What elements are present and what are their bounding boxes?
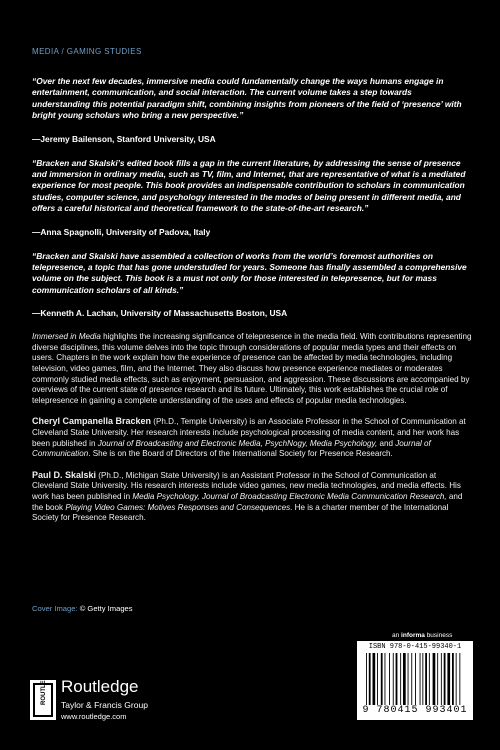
barcode-box bbox=[357, 641, 473, 720]
barcode-bar bbox=[381, 653, 383, 705]
informa-brand: informa bbox=[401, 632, 425, 639]
logo-mark-text: ROUTLEDGE bbox=[41, 667, 47, 705]
barcode-bar bbox=[459, 653, 460, 705]
barcode-bar bbox=[425, 653, 427, 705]
barcode-bar bbox=[393, 653, 394, 705]
barcode-bar bbox=[437, 653, 438, 705]
barcode-bar bbox=[422, 653, 423, 705]
bio-2-text-3: . He is a charter member of the International Society for Presence Research. bbox=[32, 502, 449, 523]
barcode-bar bbox=[377, 653, 378, 705]
barcode-bar bbox=[396, 653, 398, 705]
quote-1-attribution: —Jeremy Bailenson, Stanford University, USA bbox=[32, 133, 216, 144]
isbn-text: ISBN 978-0-415-99340-1 bbox=[368, 643, 462, 651]
barcode-bar bbox=[444, 653, 446, 705]
bio-1 bbox=[32, 416, 472, 459]
barcode-bar bbox=[411, 653, 412, 705]
publisher-logo bbox=[30, 667, 230, 727]
quote-2: “Bracken and Skalski’s edited book fills a gap in the current literature, by addressing the sense of presence and immersion in ordinary media, such as TV, film, and Internet, that are representative of what is a mediated experience for most people. This book provides an indispensable contribution to scholars in communication studies, computer science, and psychology interested in the modes of being present in different media, and offers a careful historical and theoretical framework to the state-of-the-art research.” bbox=[32, 157, 466, 214]
barcode-bar bbox=[433, 653, 436, 705]
bio-1-text-3: . She is on the Board of Directors of the International Society for Presence Research. bbox=[88, 449, 393, 459]
main-content bbox=[32, 76, 472, 534]
quote-3-attribution: —Kenneth A. Lachan, University of Massachusetts Boston, USA bbox=[32, 308, 288, 319]
barcode-bar bbox=[420, 653, 421, 705]
book-description bbox=[32, 332, 472, 406]
barcode-bar bbox=[456, 653, 457, 705]
bio-1-journals: Journal of Broadcasting and Electronic Media, PsychNogy, Media Psychology, bbox=[97, 438, 378, 448]
category-label: MEDIA / GAMING STUDIES bbox=[32, 47, 142, 56]
publisher-url: www.routledge.com bbox=[61, 712, 127, 721]
barcode-bar bbox=[389, 653, 390, 705]
cover-credit-label: Cover Image: bbox=[32, 604, 78, 613]
barcode-bar bbox=[373, 653, 376, 705]
publisher-name: Routledge bbox=[61, 677, 139, 696]
barcode-bar bbox=[408, 653, 409, 705]
barcode-bar bbox=[441, 653, 442, 705]
bio-1-text-2: and bbox=[377, 438, 396, 448]
informa-prefix: an bbox=[392, 632, 402, 639]
cover-credit-value: © Getty Images bbox=[77, 604, 133, 613]
informa-tagline bbox=[392, 632, 452, 639]
barcode-bar bbox=[366, 653, 367, 705]
quote-1: “Over the next few decades, immersive media could fundamentally change the ways humans engage in entertainment, communication, and social interaction. The current volume takes a step towards understanding this potential paradigm shift, combining insights from pioneers of the field of ‘presence’ with bright young scholars who bring a new perspective.” bbox=[32, 76, 462, 121]
barcode-bar bbox=[429, 653, 430, 705]
quote-2-attribution: —Anna Spagnolli, University of Padova, Italy bbox=[32, 226, 211, 237]
barcode-digits: 9 780415 993401 bbox=[362, 705, 468, 716]
bio-1-journal: Journal of Communication bbox=[32, 438, 431, 459]
book-title: Immersed in Media bbox=[32, 332, 101, 342]
barcode-bar bbox=[415, 653, 416, 705]
barcode-bar bbox=[400, 653, 401, 705]
bio-2-text: (Ph.D., Michigan State University) is an Assistant Professor in the School of Communication at Cleveland State University. His research interests include video games, new media technologies, and media effects. His work has been published in bbox=[32, 470, 461, 501]
bio-1-text: (Ph.D., Temple University) is an Associate Professor in the School of Communication at Cleveland State University. Her research interests include psychological processing of media content, and her work has been published in bbox=[32, 417, 466, 448]
bio-2 bbox=[32, 470, 472, 524]
author-2-name: Paul D. Skalski bbox=[32, 469, 97, 480]
informa-suffix: business bbox=[424, 632, 453, 639]
author-1-name: Cheryl Campanella Bracken bbox=[32, 416, 152, 427]
bio-2-text-2: and the book bbox=[32, 492, 463, 512]
cover-credit bbox=[32, 604, 133, 613]
description-text: highlights the increasing significance of telepresence in the media field. With contributions representing diverse disciplines, this volume delves into the topic through considerations of popular media types and their effects on users. Chapters in the work explain how the experience of presence can be affected by media technologies, including television, video games, film, and the Internet. They also discuss how presence experience mediates or moderates commonly studied media effects, such as enjoyment, persuasion, and aggression. These discussions are accompanied by overviews of the current state of presence research and its future. Ultimately, this work establishes the crucial role of telepresence in gaining a complete understanding of the uses and effects of popular media technologies. bbox=[32, 332, 472, 405]
bio-2-journals: Media Psychology, Journal of Broadcasting Electronic Media Communication Research, bbox=[132, 492, 447, 501]
publisher-group: Taylor & Francis Group bbox=[61, 700, 148, 710]
barcode-bar bbox=[403, 653, 406, 705]
barcode-icon bbox=[365, 653, 465, 705]
barcode-bar bbox=[369, 653, 371, 705]
barcode-bar bbox=[452, 653, 454, 705]
bio-2-book: Playing Video Games: Motives Responses and Consequences bbox=[65, 502, 291, 512]
quote-3: “Bracken and Skalski have assembled a collection of works from the world’s foremost authorities on telepresence, a topic that has gone understudied for years. Someone has finally assembled a comprehensive volume on the subject. This book is a must not only for those interested in telepresence, but for mass communication scholars of all kinds.” bbox=[32, 250, 467, 295]
barcode-bar bbox=[447, 653, 450, 705]
barcode-bar bbox=[385, 653, 386, 705]
